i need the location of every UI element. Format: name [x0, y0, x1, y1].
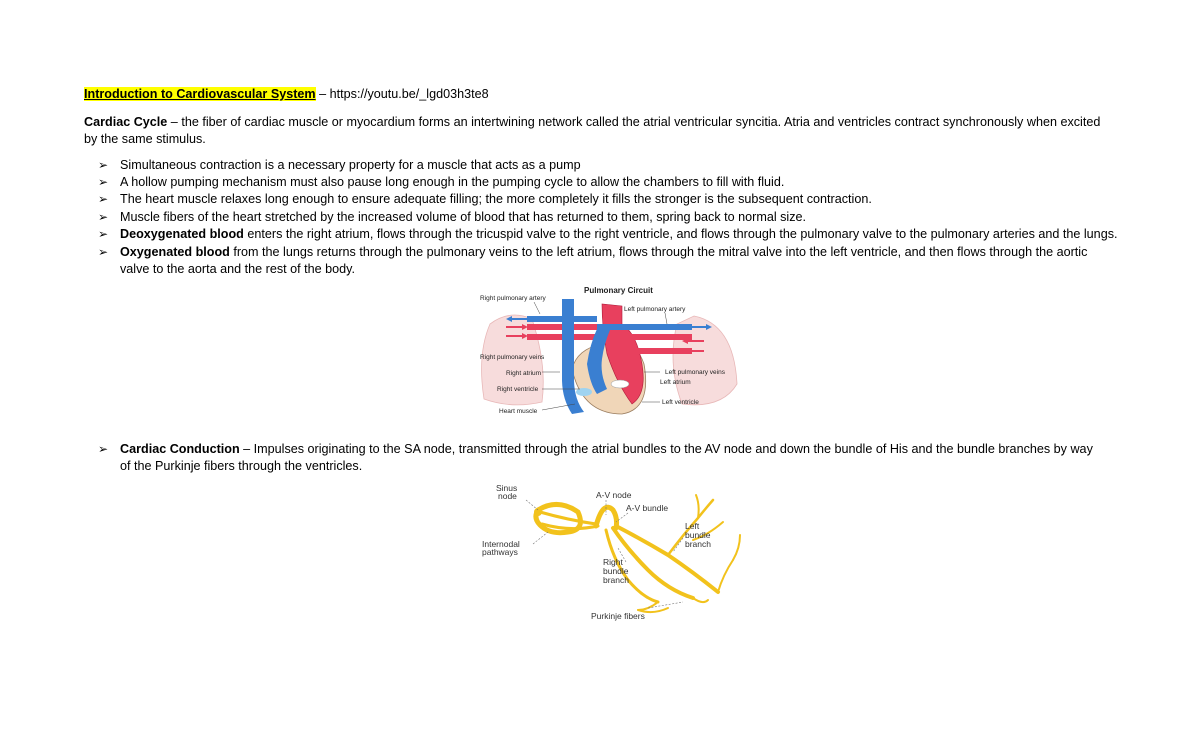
list-item: A hollow pumping mechanism must also pause long enough in the pumping cycle to allow the chambers to fill with fluid.: [120, 175, 785, 189]
sinus-node-shape: [534, 508, 542, 516]
label-av-bundle: A-V bundle: [626, 503, 669, 513]
label-heart-muscle: Heart muscle: [499, 408, 538, 415]
svg-text:node: node: [498, 491, 517, 501]
label-left-bundle-branch: Left: [685, 521, 700, 531]
left-pulmonary-vein-upper: [622, 334, 692, 340]
cardiac-conduction-paragraph: [120, 441, 1100, 475]
svg-text:branch: branch: [685, 539, 711, 549]
heading-dash: –: [315, 87, 330, 101]
list-item: Oxygenated blood from the lungs returns through the pulmonary veins to the left atrium, flows through the mitral valve into the left ventricle, and then flows through the aortic valve to the aorta and the rest of the body.: [120, 245, 1088, 276]
label-right-ventricle: Right ventricle: [497, 386, 539, 393]
label-right-bundle-branch: Right: [603, 557, 623, 567]
label-right-pulmonary-veins: Right pulmonary veins: [480, 354, 545, 361]
cardiac-cycle-paragraph: [84, 114, 1114, 148]
arrow-bullet-icon: ➢: [98, 158, 109, 172]
arrow-bullet-icon: ➢: [98, 245, 109, 259]
svg-text:bundle: bundle: [685, 530, 711, 540]
svg-text:branch: branch: [603, 575, 629, 585]
label-sinus-node: Sinus: [496, 483, 518, 493]
heading-title: Introduction to Cardiovascular System: [84, 87, 316, 101]
arrow-bullet-icon: ➢: [98, 227, 109, 241]
list-item: Simultaneous contraction is a necessary property for a muscle that acts as a pump: [120, 158, 581, 172]
leader-lines: [526, 500, 683, 608]
diagram-title: Pulmonary Circuit: [584, 286, 653, 295]
left-pulmonary-vein-lower: [622, 348, 692, 354]
label-left-atrium: Left atrium: [660, 379, 691, 386]
pulmonary-circuit-diagram: [472, 284, 742, 426]
label-right-atrium: Right atrium: [506, 370, 542, 377]
list-item: The heart muscle relaxes long enough to ensure adequate filling; the more completely it fills the stronger is the subsequent contraction.: [120, 192, 872, 206]
svg-text:pathways: pathways: [482, 547, 518, 557]
arrow-bullet-icon: ➢: [98, 192, 109, 206]
cardiac-cycle-text: – the fiber of cardiac muscle or myocardium forms an intertwining network called the atrial ventricular syncitia. Atria and ventricles contract synchronously when excited by the same stimulus.: [84, 115, 1101, 146]
cardiac-conduction-term: Cardiac Conduction: [120, 442, 240, 456]
label-left-pulmonary-artery: Left pulmonary artery: [624, 306, 686, 313]
label-left-pulmonary-veins: Left pulmonary veins: [665, 369, 725, 376]
mitral-valve-shape: [611, 380, 629, 388]
label-av-node: A-V node: [596, 490, 632, 500]
label-right-pulmonary-artery: Right pulmonary artery: [480, 295, 546, 302]
conduction-labels: [482, 483, 711, 621]
label-left-ventricle: Left ventricle: [662, 399, 699, 406]
cardiac-cycle-term: Cardiac Cycle: [84, 115, 168, 129]
video-link[interactable]: https://youtu.be/_lgd03h3te8: [329, 87, 489, 101]
svg-text:bundle: bundle: [603, 566, 629, 576]
list-item: Deoxygenated blood enters the right atrium, flows through the tricuspid valve to the right ventricle, and flows through the pulmonary valve to the pulmonary arteries and the lungs.: [120, 227, 1118, 241]
conduction-system-diagram: [478, 480, 758, 630]
arrow-bullet-icon: ➢: [98, 210, 109, 224]
heading-line: [84, 86, 489, 103]
left-pulmonary-artery-shape: [597, 324, 692, 330]
label-internodal-pathways: Internodal: [482, 539, 520, 549]
label-purkinje-fibers: Purkinje fibers: [591, 611, 645, 621]
list-item: Muscle fibers of the heart stretched by the increased volume of blood that has returned to them, spring back to normal size.: [120, 210, 807, 224]
arrow-bullet-icon: ➢: [98, 175, 109, 189]
cardiac-conduction-text: – Impulses originating to the SA node, transmitted through the atrial bundles to the AV node and down the bundle of His and the bundle branches by way of the Purkinje fibers through the ventricles.: [120, 442, 1093, 473]
arrow-bullet-icon: ➢: [98, 442, 109, 456]
flow-arrows-right-icon: [506, 316, 530, 339]
right-pulmonary-artery-shape: [527, 316, 597, 322]
